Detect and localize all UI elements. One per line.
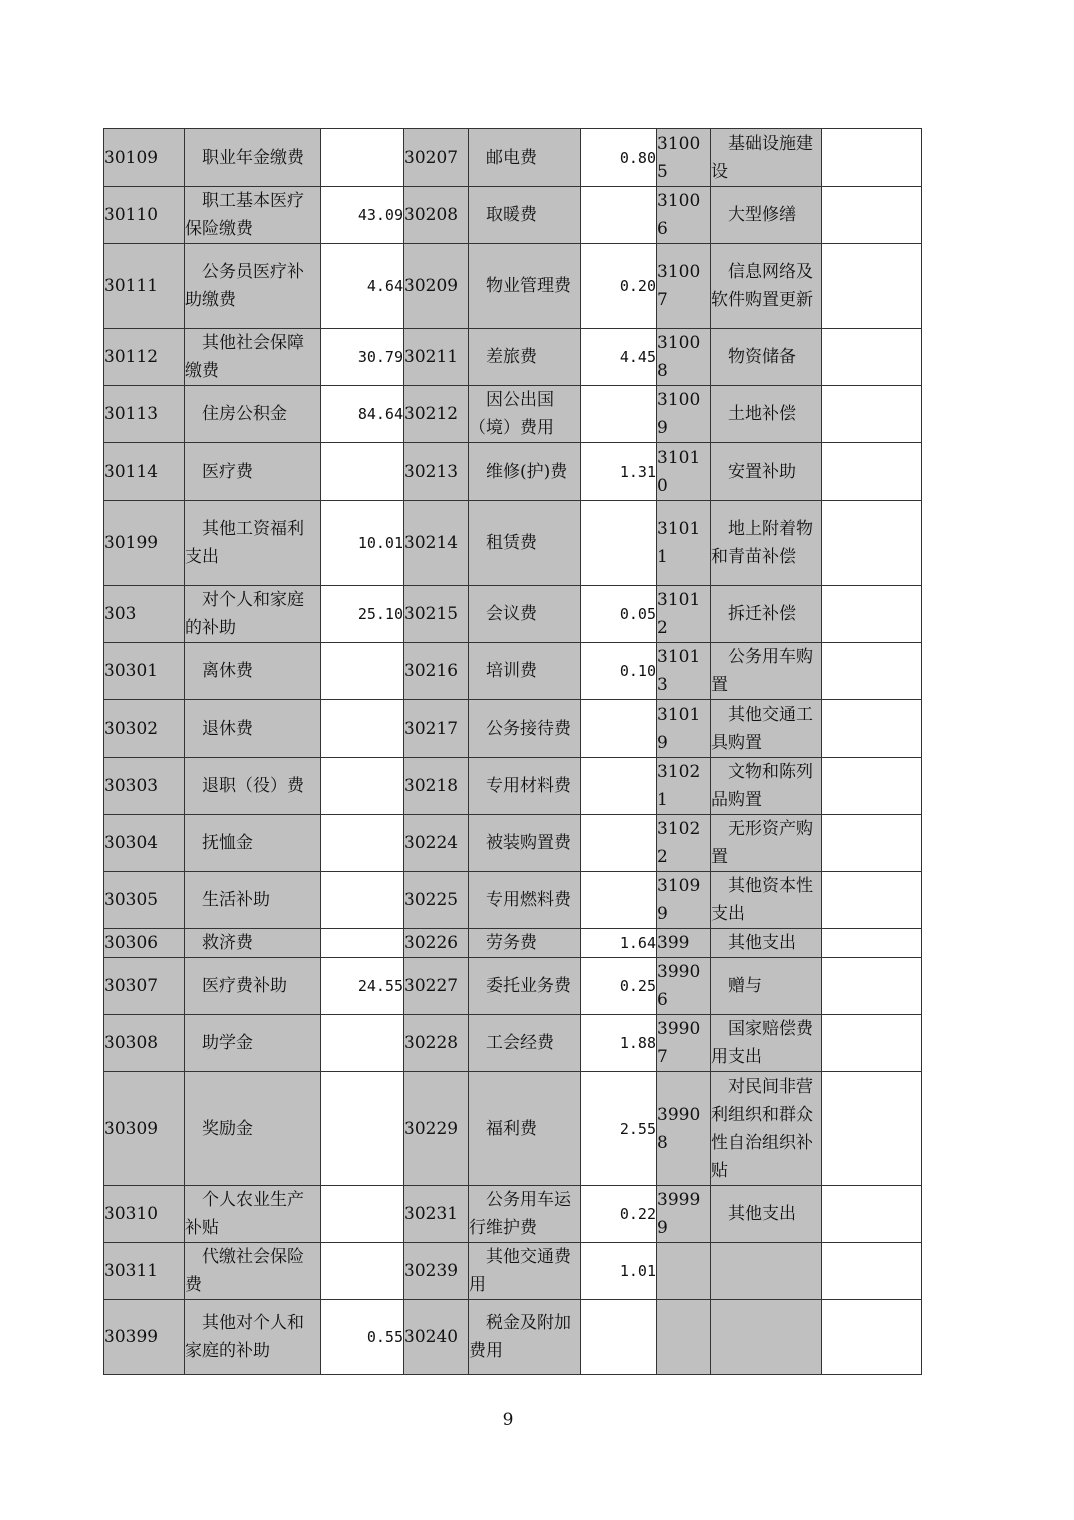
amount-cell [822, 1015, 922, 1072]
amount-cell [822, 872, 922, 929]
code-cell: 30302 [104, 700, 185, 758]
amount-cell [321, 815, 404, 872]
item-name-cell: 会议费 [469, 586, 581, 643]
amount-cell: 1.01 [581, 1243, 657, 1300]
item-name-cell: 其他社会保障缴费 [185, 329, 321, 386]
item-name-cell: 地上附着物和青苗补偿 [711, 501, 822, 586]
code-cell: 30239 [404, 1243, 469, 1300]
table-row [104, 1072, 922, 1186]
table-row [104, 501, 922, 586]
code-cell: 30214 [404, 501, 469, 586]
item-name-cell: 工会经费 [469, 1015, 581, 1072]
code-cell: 39906 [657, 958, 711, 1015]
amount-cell [822, 929, 922, 958]
item-name-cell: 公务员医疗补助缴费 [185, 244, 321, 329]
amount-cell: 43.09 [321, 187, 404, 244]
item-name-cell: 专用材料费 [469, 758, 581, 815]
code-cell: 30310 [104, 1186, 185, 1243]
amount-cell: 0.22 [581, 1186, 657, 1243]
amount-cell [581, 187, 657, 244]
code-cell: 31006 [657, 187, 711, 244]
table-row [104, 929, 922, 958]
amount-cell [581, 815, 657, 872]
code-cell: 30207 [404, 129, 469, 187]
item-name-cell: 劳务费 [469, 929, 581, 958]
table-row [104, 815, 922, 872]
amount-cell: 1.31 [581, 443, 657, 501]
amount-cell [581, 1300, 657, 1375]
code-cell: 30211 [404, 329, 469, 386]
code-cell: 30301 [104, 643, 185, 700]
amount-cell [822, 758, 922, 815]
code-cell: 31010 [657, 443, 711, 501]
item-name-cell: 其他支出 [711, 1186, 822, 1243]
item-name-cell: 职工基本医疗保险缴费 [185, 187, 321, 244]
item-name-cell: 公务接待费 [469, 700, 581, 758]
item-name-cell: 助学金 [185, 1015, 321, 1072]
amount-cell [822, 443, 922, 501]
item-name-cell: 邮电费 [469, 129, 581, 187]
code-cell: 303 [104, 586, 185, 643]
code-cell: 399 [657, 929, 711, 958]
amount-cell [822, 501, 922, 586]
code-cell: 30399 [104, 1300, 185, 1375]
amount-cell: 84.64 [321, 386, 404, 443]
item-name-cell: 福利费 [469, 1072, 581, 1186]
amount-cell [581, 386, 657, 443]
code-cell: 31013 [657, 643, 711, 700]
amount-cell: 2.55 [581, 1072, 657, 1186]
item-name-cell: 退休费 [185, 700, 321, 758]
code-cell: 31012 [657, 586, 711, 643]
amount-cell: 0.05 [581, 586, 657, 643]
item-name-cell: 国家赔偿费用支出 [711, 1015, 822, 1072]
item-name-cell: 取暖费 [469, 187, 581, 244]
item-name-cell: 委托业务费 [469, 958, 581, 1015]
amount-cell: 30.79 [321, 329, 404, 386]
amount-cell [822, 187, 922, 244]
code-cell: 31008 [657, 329, 711, 386]
item-name-cell: 信息网络及软件购置更新 [711, 244, 822, 329]
amount-cell: 25.10 [321, 586, 404, 643]
item-name-cell: 文物和陈列品购置 [711, 758, 822, 815]
code-cell: 30212 [404, 386, 469, 443]
amount-cell [822, 643, 922, 700]
amount-cell [321, 1072, 404, 1186]
table-row [104, 958, 922, 1015]
code-cell: 39908 [657, 1072, 711, 1186]
amount-cell: 24.55 [321, 958, 404, 1015]
item-name-cell: 退职（役）费 [185, 758, 321, 815]
amount-cell [321, 758, 404, 815]
amount-cell [822, 1186, 922, 1243]
table-row [104, 187, 922, 244]
table-row [104, 758, 922, 815]
item-name-cell: 职业年金缴费 [185, 129, 321, 187]
item-name-cell: 抚恤金 [185, 815, 321, 872]
amount-cell: 0.25 [581, 958, 657, 1015]
item-name-cell: 无形资产购置 [711, 815, 822, 872]
item-name-cell: 专用燃料费 [469, 872, 581, 929]
table-row [104, 700, 922, 758]
code-cell: 30307 [104, 958, 185, 1015]
amount-cell: 10.01 [321, 501, 404, 586]
item-name-cell: 其他工资福利支出 [185, 501, 321, 586]
code-cell: 30199 [104, 501, 185, 586]
code-cell: 31009 [657, 386, 711, 443]
amount-cell: 4.64 [321, 244, 404, 329]
item-name-cell: 代缴社会保险费 [185, 1243, 321, 1300]
amount-cell: 0.10 [581, 643, 657, 700]
code-cell: 31019 [657, 700, 711, 758]
code-cell [657, 1243, 711, 1300]
code-cell: 30226 [404, 929, 469, 958]
item-name-cell: 医疗费补助 [185, 958, 321, 1015]
code-cell: 30229 [404, 1072, 469, 1186]
table-row [104, 1243, 922, 1300]
amount-cell [822, 586, 922, 643]
amount-cell [581, 872, 657, 929]
code-cell: 30110 [104, 187, 185, 244]
item-name-cell: 物资储备 [711, 329, 822, 386]
amount-cell: 0.55 [321, 1300, 404, 1375]
amount-cell: 0.80 [581, 129, 657, 187]
item-name-cell: 土地补偿 [711, 386, 822, 443]
code-cell [657, 1300, 711, 1375]
item-name-cell: 其他交通工具购置 [711, 700, 822, 758]
item-name-cell: 其他交通费用 [469, 1243, 581, 1300]
amount-cell [581, 501, 657, 586]
code-cell: 31007 [657, 244, 711, 329]
code-cell: 30308 [104, 1015, 185, 1072]
code-cell: 30213 [404, 443, 469, 501]
code-cell: 30109 [104, 129, 185, 187]
item-name-cell: 被装购置费 [469, 815, 581, 872]
item-name-cell: 租赁费 [469, 501, 581, 586]
code-cell: 30225 [404, 872, 469, 929]
code-cell: 30216 [404, 643, 469, 700]
item-name-cell: 住房公积金 [185, 386, 321, 443]
item-name-cell: 生活补助 [185, 872, 321, 929]
amount-cell: 0.20 [581, 244, 657, 329]
item-name-cell: 因公出国（境）费用 [469, 386, 581, 443]
item-name-cell [711, 1300, 822, 1375]
amount-cell [822, 958, 922, 1015]
amount-cell [822, 1300, 922, 1375]
amount-cell [581, 758, 657, 815]
amount-cell: 4.45 [581, 329, 657, 386]
item-name-cell: 维修(护)费 [469, 443, 581, 501]
item-name-cell: 奖励金 [185, 1072, 321, 1186]
item-name-cell: 公务用车购置 [711, 643, 822, 700]
code-cell: 30228 [404, 1015, 469, 1072]
amount-cell [822, 329, 922, 386]
code-cell: 39999 [657, 1186, 711, 1243]
item-name-cell: 培训费 [469, 643, 581, 700]
item-name-cell: 赠与 [711, 958, 822, 1015]
amount-cell [822, 129, 922, 187]
code-cell: 31005 [657, 129, 711, 187]
item-name-cell: 其他支出 [711, 929, 822, 958]
code-cell: 30231 [404, 1186, 469, 1243]
amount-cell [822, 1243, 922, 1300]
item-name-cell: 基础设施建设 [711, 129, 822, 187]
item-name-cell: 对个人和家庭的补助 [185, 586, 321, 643]
item-name-cell: 其他对个人和家庭的补助 [185, 1300, 321, 1375]
code-cell: 39907 [657, 1015, 711, 1072]
table-row [104, 1186, 922, 1243]
code-cell: 30240 [404, 1300, 469, 1375]
amount-cell [321, 1015, 404, 1072]
item-name-cell: 其他资本性支出 [711, 872, 822, 929]
item-name-cell: 大型修缮 [711, 187, 822, 244]
item-name-cell: 税金及附加费用 [469, 1300, 581, 1375]
code-cell: 31011 [657, 501, 711, 586]
amount-cell [321, 129, 404, 187]
table-row [104, 1015, 922, 1072]
table-row [104, 244, 922, 329]
code-cell: 30306 [104, 929, 185, 958]
code-cell: 30209 [404, 244, 469, 329]
item-name-cell: 救济费 [185, 929, 321, 958]
table-row [104, 643, 922, 700]
item-name-cell [711, 1243, 822, 1300]
table-row [104, 586, 922, 643]
item-name-cell: 公务用车运行维护费 [469, 1186, 581, 1243]
code-cell: 30227 [404, 958, 469, 1015]
code-cell: 30217 [404, 700, 469, 758]
table-row [104, 386, 922, 443]
code-cell: 30215 [404, 586, 469, 643]
budget-table [103, 128, 922, 1375]
amount-cell: 1.64 [581, 929, 657, 958]
table-row [104, 1300, 922, 1375]
amount-cell [822, 244, 922, 329]
code-cell: 30305 [104, 872, 185, 929]
item-name-cell: 差旅费 [469, 329, 581, 386]
amount-cell [321, 929, 404, 958]
table-row [104, 129, 922, 187]
page-number: 9 [502, 1410, 514, 1430]
amount-cell [321, 443, 404, 501]
item-name-cell: 对民间非营利组织和群众性自治组织补贴 [711, 1072, 822, 1186]
code-cell: 30208 [404, 187, 469, 244]
item-name-cell: 离休费 [185, 643, 321, 700]
amount-cell: 1.88 [581, 1015, 657, 1072]
amount-cell [822, 815, 922, 872]
code-cell: 31099 [657, 872, 711, 929]
amount-cell [321, 700, 404, 758]
amount-cell [822, 1072, 922, 1186]
code-cell: 30112 [104, 329, 185, 386]
amount-cell [581, 700, 657, 758]
code-cell: 30309 [104, 1072, 185, 1186]
code-cell: 30114 [104, 443, 185, 501]
code-cell: 30113 [104, 386, 185, 443]
item-name-cell: 个人农业生产补贴 [185, 1186, 321, 1243]
table-row [104, 443, 922, 501]
item-name-cell: 拆迁补偿 [711, 586, 822, 643]
code-cell: 30303 [104, 758, 185, 815]
amount-cell [321, 643, 404, 700]
code-cell: 30224 [404, 815, 469, 872]
code-cell: 30111 [104, 244, 185, 329]
table-row [104, 329, 922, 386]
item-name-cell: 医疗费 [185, 443, 321, 501]
amount-cell [321, 1186, 404, 1243]
amount-cell [321, 872, 404, 929]
amount-cell [822, 386, 922, 443]
amount-cell [822, 700, 922, 758]
code-cell: 30311 [104, 1243, 185, 1300]
code-cell: 31021 [657, 758, 711, 815]
item-name-cell: 安置补助 [711, 443, 822, 501]
item-name-cell: 物业管理费 [469, 244, 581, 329]
code-cell: 30218 [404, 758, 469, 815]
code-cell: 31022 [657, 815, 711, 872]
amount-cell [321, 1243, 404, 1300]
table-row [104, 872, 922, 929]
code-cell: 30304 [104, 815, 185, 872]
